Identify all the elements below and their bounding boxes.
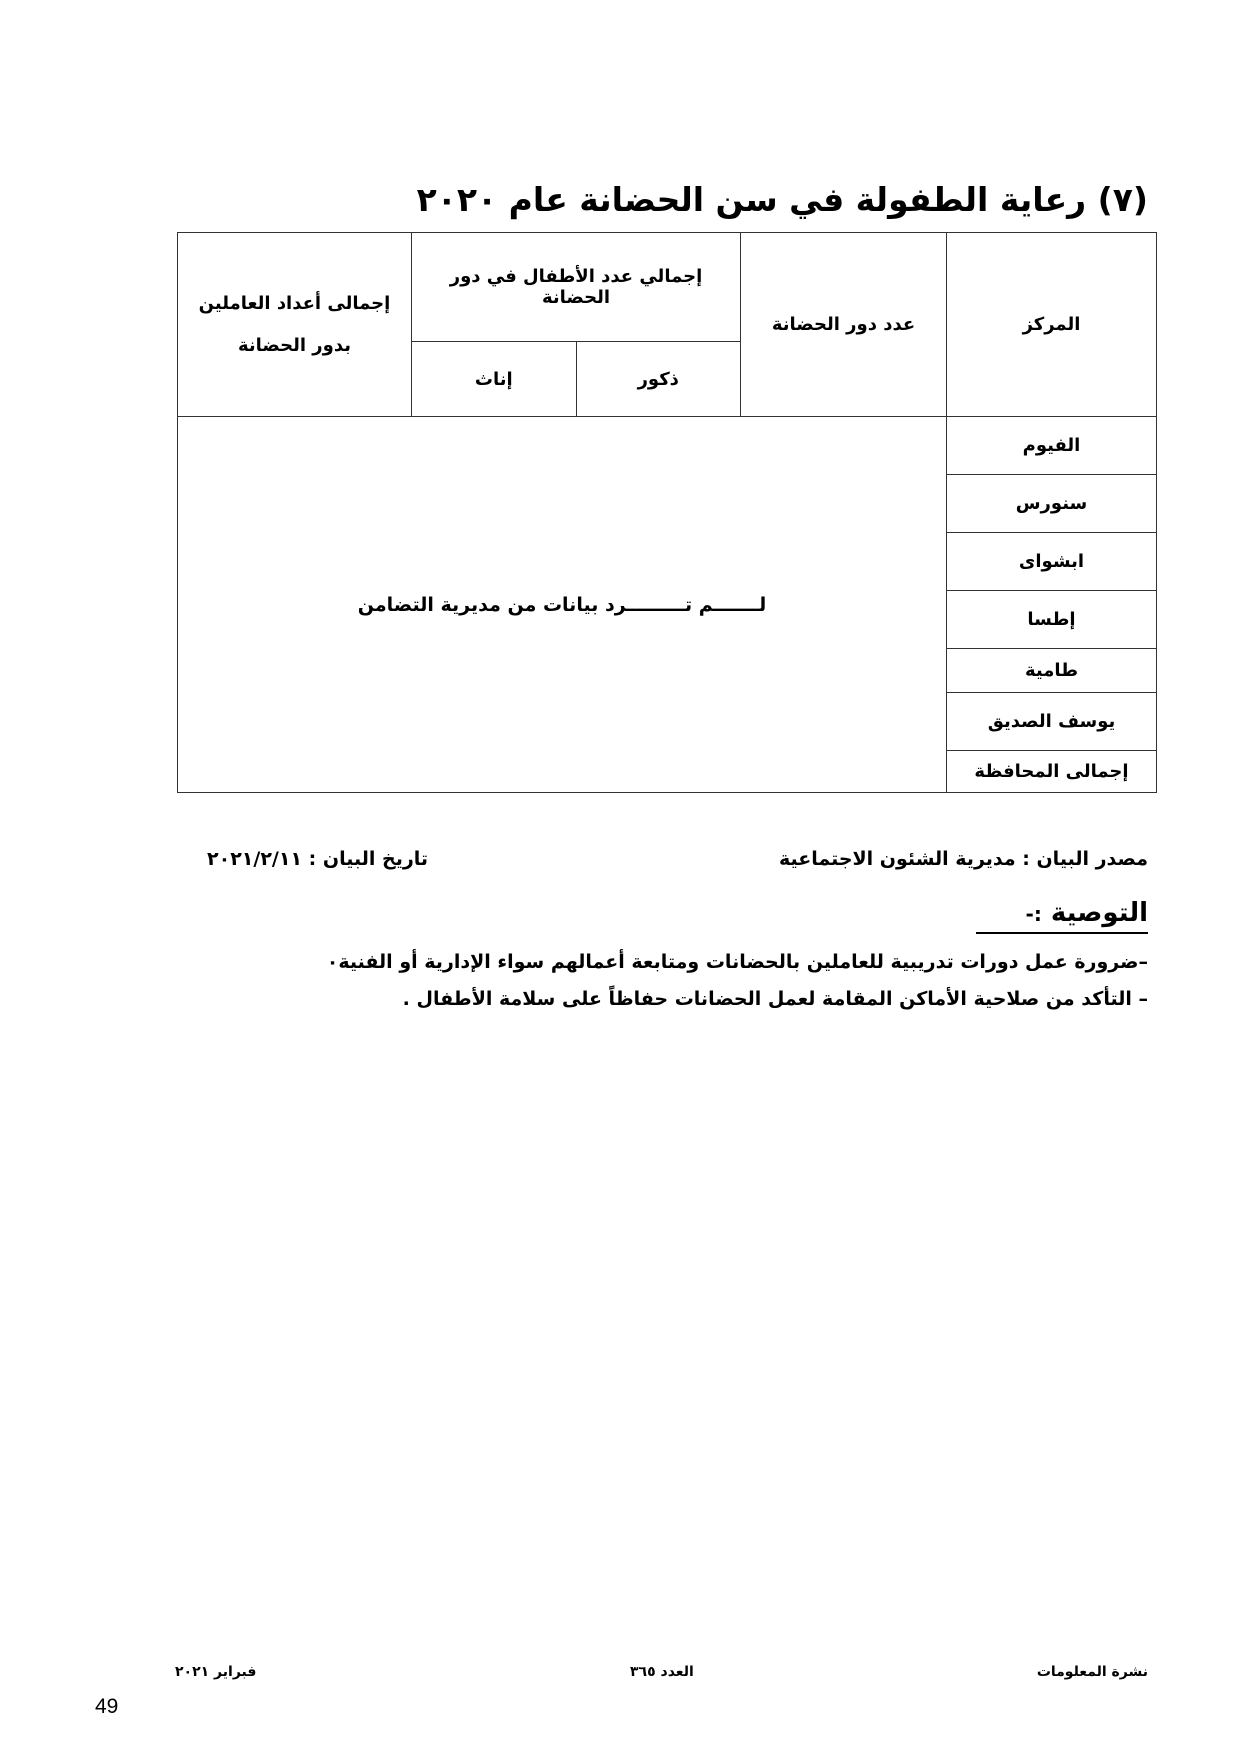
data-date: تاريخ البيان : ٢٠٢١/٢/١١ bbox=[207, 848, 429, 870]
header-workers-total: إجمالى أعداد العاملين بدور الحضانة bbox=[178, 233, 412, 417]
page-number: 49 bbox=[95, 1695, 119, 1718]
header-children-total: إجمالي عدد الأطفال في دور الحضانة bbox=[412, 233, 741, 342]
recommendation-item: –ضرورة عمل دورات تدريبية للعاملين بالحضانات ومتابعة أعمالهم سواء الإدارية أو الفنية٠ bbox=[326, 951, 1148, 973]
nursery-table bbox=[177, 232, 1157, 793]
recommendation-item: – التأكد من صلاحية الأماكن المقامة لعمل الحضانات حفاظاً على سلامة الأطفال . bbox=[402, 988, 1148, 1010]
footer-issue: العدد ٣٦٥ bbox=[630, 1664, 694, 1680]
header-nursery-count: عدد دور الحضانة bbox=[741, 233, 947, 417]
row-label: إطسا bbox=[947, 591, 1157, 649]
footer-publication: نشرة المعلومات bbox=[1036, 1664, 1148, 1680]
row-label: طامية bbox=[947, 649, 1157, 693]
row-label: ابشواى bbox=[947, 533, 1157, 591]
row-label: إجمالى المحافظة bbox=[947, 751, 1157, 793]
footer-date: فبراير ٢٠٢١ bbox=[175, 1664, 257, 1680]
row-label: الفيوم bbox=[947, 417, 1157, 475]
table-row bbox=[178, 417, 1157, 475]
data-source: مصدر البيان : مديرية الشئون الاجتماعية bbox=[778, 848, 1148, 870]
recommendation-title-suffix: :- bbox=[1025, 902, 1042, 926]
row-label: سنورس bbox=[947, 475, 1157, 533]
no-data-note: لـــــــم تـــــــــرد بيانات من مديرية التضامن bbox=[178, 417, 947, 793]
header-center: المركز bbox=[947, 233, 1157, 417]
recommendation-title: التوصية bbox=[1050, 898, 1148, 928]
row-label: يوسف الصديق bbox=[947, 693, 1157, 751]
header-female: إناث bbox=[412, 342, 577, 417]
header-male: ذكور bbox=[576, 342, 741, 417]
page-title: (٧) رعاية الطفولة في سن الحضانة عام ٢٠٢٠ bbox=[416, 180, 1148, 219]
recommendation-heading bbox=[976, 898, 1148, 934]
table-header-row bbox=[178, 233, 1157, 342]
